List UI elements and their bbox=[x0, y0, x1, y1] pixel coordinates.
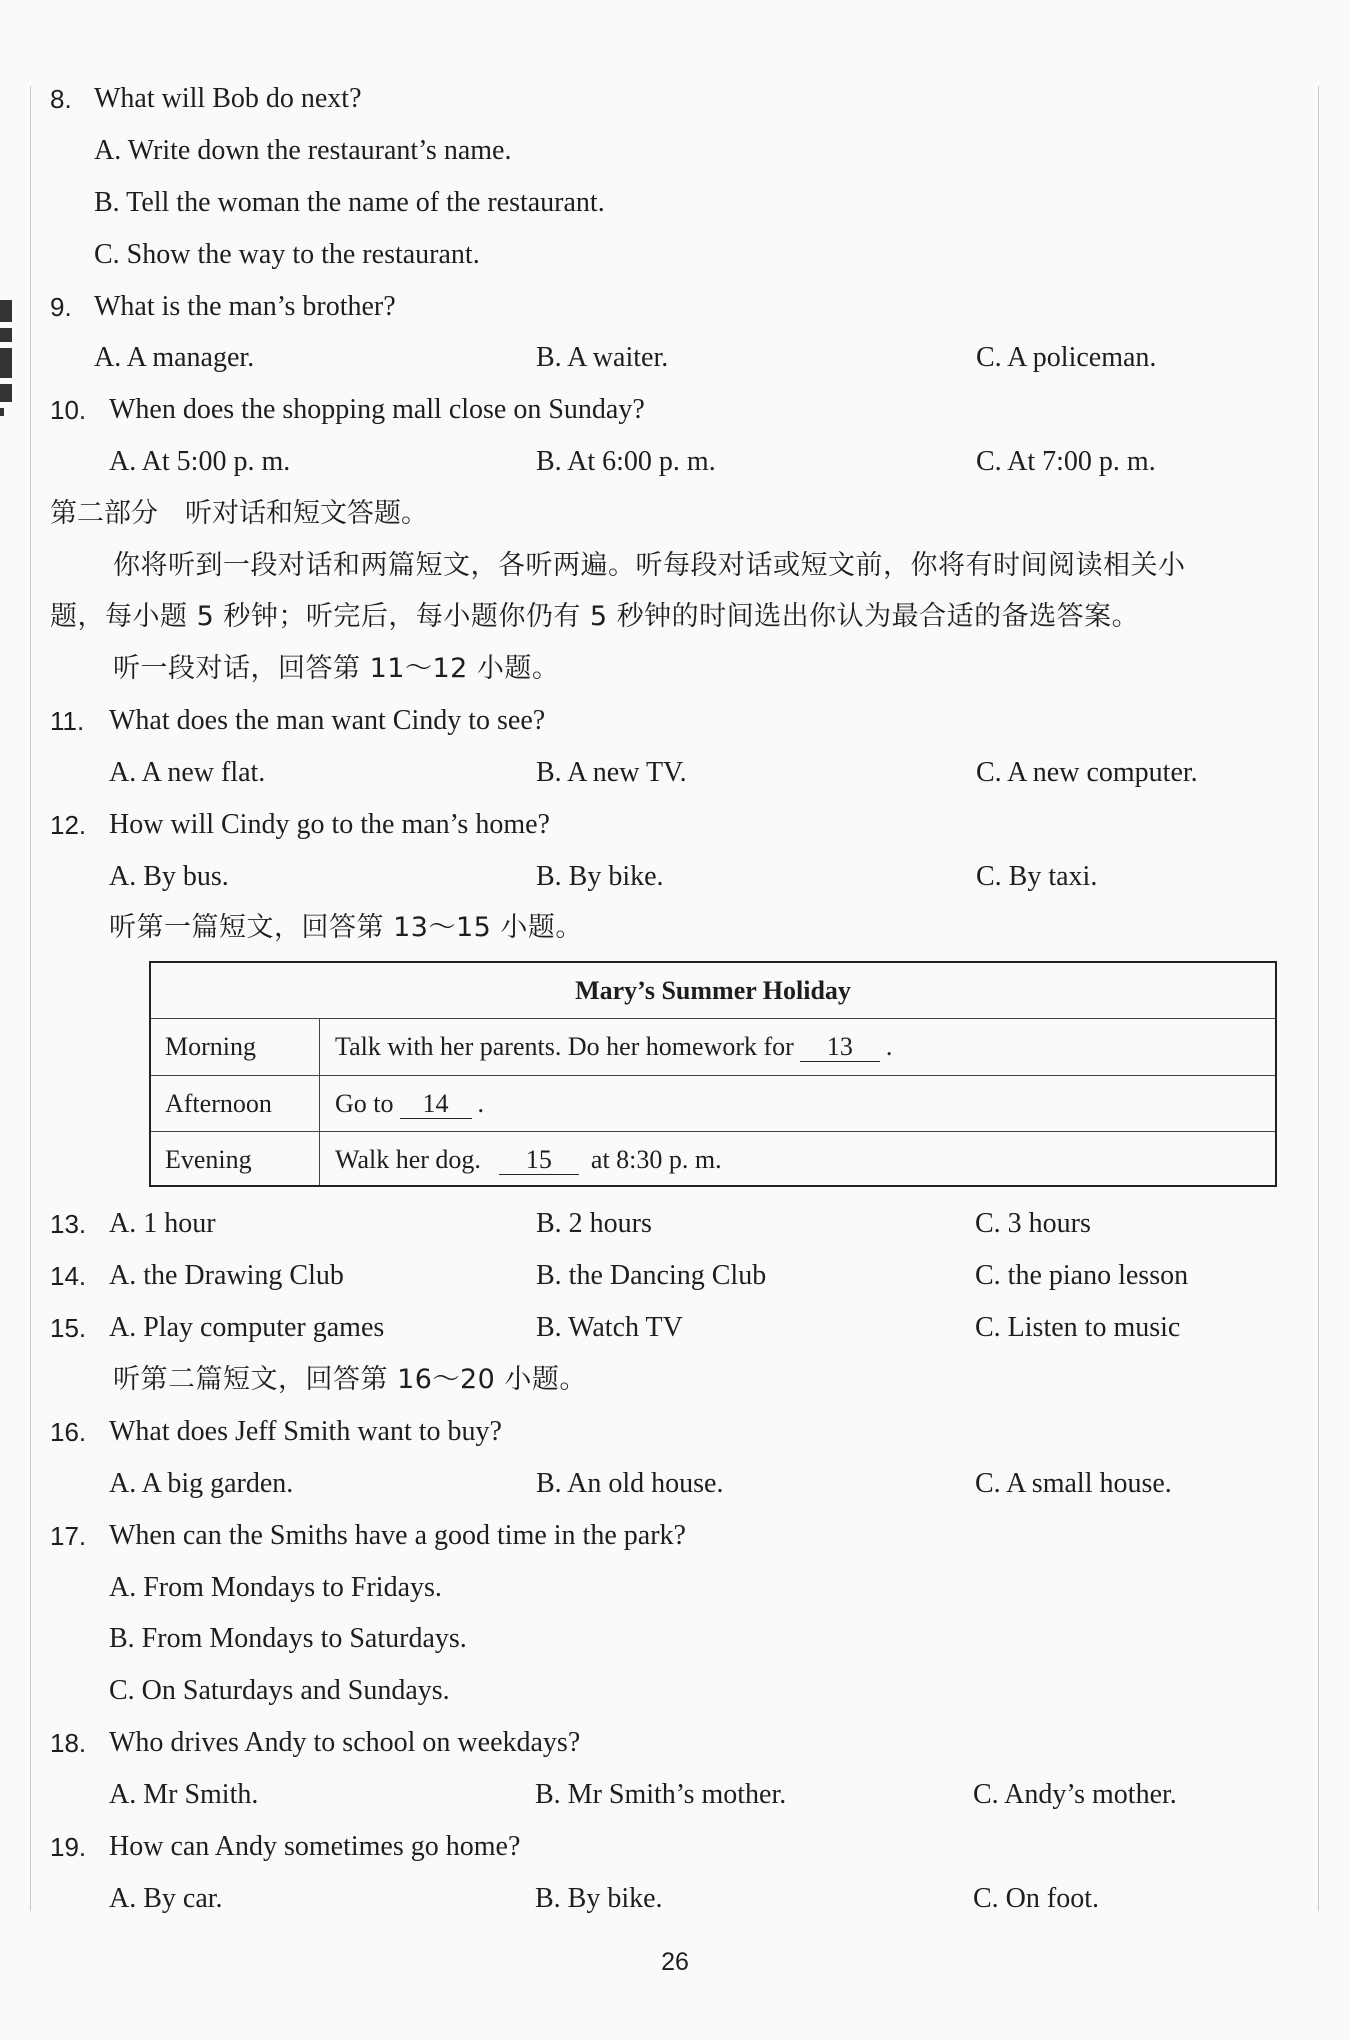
option-a: A. 1 hour bbox=[109, 1208, 216, 1239]
answer-blank: 13 bbox=[800, 1033, 880, 1062]
question-number: 9. bbox=[50, 292, 72, 322]
option-c: C. 3 hours bbox=[975, 1208, 1091, 1239]
option-b: B. 2 hours bbox=[536, 1208, 652, 1239]
question-number: 13. bbox=[50, 1209, 87, 1239]
answer-blank: 14 bbox=[400, 1090, 472, 1119]
row-label: Morning bbox=[165, 1032, 256, 1061]
option-a: A. the Drawing Club bbox=[109, 1260, 344, 1291]
option-c: C. A policeman. bbox=[976, 342, 1157, 373]
option-b: B. the Dancing Club bbox=[536, 1260, 767, 1291]
dialogue-intro: 听一段对话，回答第 11～12 小题。 bbox=[113, 653, 560, 684]
instruction-line-1: 你将听到一段对话和两篇短文，各听两遍。听每段对话或短文前，你将有时间阅读相关小 bbox=[113, 550, 1186, 581]
row-content: Talk with her parents. Do her homework for 13 . bbox=[335, 1032, 893, 1061]
section-heading: 第二部分 听对话和短文答题。 bbox=[50, 498, 428, 529]
option-b: B. From Mondays to Saturdays. bbox=[109, 1623, 467, 1654]
table-row bbox=[151, 1075, 1275, 1132]
question-text: Who drives Andy to school on weekdays? bbox=[109, 1727, 581, 1758]
option-a: A. From Mondays to Fridays. bbox=[109, 1572, 442, 1603]
option-c: C. On Saturdays and Sundays. bbox=[109, 1675, 450, 1706]
option-a: A. A manager. bbox=[94, 342, 255, 373]
option-b: B. A waiter. bbox=[536, 342, 669, 373]
option-b: B. At 6:00 p. m. bbox=[536, 446, 716, 477]
question-number: 18. bbox=[50, 1728, 87, 1758]
binding-edge-marks bbox=[0, 300, 14, 510]
question-number: 17. bbox=[50, 1521, 87, 1551]
row-label: Afternoon bbox=[165, 1089, 272, 1118]
question-number: 12. bbox=[50, 810, 87, 840]
option-a: A. At 5:00 p. m. bbox=[109, 446, 291, 477]
option-a: A. Play computer games bbox=[109, 1312, 385, 1343]
question-text: When can the Smiths have a good time in the park? bbox=[109, 1520, 686, 1551]
option-a: A. Mr Smith. bbox=[109, 1779, 259, 1810]
question-text: How will Cindy go to the man’s home? bbox=[109, 809, 550, 840]
answer-blank: 15 bbox=[499, 1146, 579, 1175]
left-margin-line bbox=[30, 86, 31, 1911]
option-c: C. At 7:00 p. m. bbox=[976, 446, 1156, 477]
option-c: C. the piano lesson bbox=[975, 1260, 1189, 1291]
row-label: Evening bbox=[165, 1145, 252, 1174]
instruction-line-2: 题，每小题 5 秒钟；听完后，每小题你仍有 5 秒钟的时间选出你认为最合适的备选答案。 bbox=[50, 601, 1140, 632]
option-a: A. Write down the restaurant’s name. bbox=[94, 135, 512, 166]
option-b: B. By bike. bbox=[535, 1883, 663, 1914]
question-number: 15. bbox=[50, 1313, 87, 1343]
question-text: What does Jeff Smith want to buy? bbox=[109, 1416, 502, 1447]
question-number: 19. bbox=[50, 1832, 87, 1862]
row-content: Go to 14 . bbox=[335, 1089, 484, 1118]
passage2-intro: 听第二篇短文，回答第 16～20 小题。 bbox=[113, 1364, 587, 1395]
question-number: 10. bbox=[50, 395, 87, 425]
option-a: A. By bus. bbox=[109, 861, 229, 892]
table-title: Mary’s Summer Holiday bbox=[575, 976, 851, 1005]
option-a: A. By car. bbox=[109, 1883, 223, 1914]
question-number: 11. bbox=[50, 706, 85, 736]
option-b: B. Watch TV bbox=[536, 1312, 683, 1343]
question-number: 8. bbox=[50, 84, 72, 114]
option-b: B. Tell the woman the name of the restaurant. bbox=[94, 187, 605, 218]
option-c: C. A new computer. bbox=[976, 757, 1198, 788]
option-c: C. Show the way to the restaurant. bbox=[94, 239, 480, 270]
table-row bbox=[151, 1018, 1275, 1076]
option-a: A. A new flat. bbox=[109, 757, 266, 788]
passage1-intro: 听第一篇短文，回答第 13～15 小题。 bbox=[109, 912, 583, 943]
question-text: What will Bob do next? bbox=[94, 83, 362, 114]
row-content: Walk her dog. 15 at 8:30 p. m. bbox=[335, 1145, 722, 1174]
option-a: A. A big garden. bbox=[109, 1468, 294, 1499]
question-text: What does the man want Cindy to see? bbox=[109, 705, 546, 736]
option-b: B. By bike. bbox=[536, 861, 664, 892]
right-margin-line bbox=[1318, 86, 1319, 1911]
summer-holiday-table bbox=[149, 961, 1277, 1187]
question-number: 16. bbox=[50, 1417, 87, 1447]
page-number: 26 bbox=[661, 1948, 689, 1976]
question-text: When does the shopping mall close on Sunday? bbox=[109, 394, 645, 425]
question-text: What is the man’s brother? bbox=[94, 291, 396, 322]
option-c: C. Andy’s mother. bbox=[973, 1779, 1177, 1810]
option-c: C. On foot. bbox=[973, 1883, 1099, 1914]
option-c: C. A small house. bbox=[975, 1468, 1172, 1499]
question-text: How can Andy sometimes go home? bbox=[109, 1831, 521, 1862]
option-c: C. Listen to music bbox=[975, 1312, 1181, 1343]
option-b: B. An old house. bbox=[536, 1468, 724, 1499]
option-b: B. A new TV. bbox=[536, 757, 687, 788]
option-c: C. By taxi. bbox=[976, 861, 1098, 892]
question-number: 14. bbox=[50, 1261, 87, 1291]
table-row bbox=[151, 1131, 1275, 1188]
option-b: B. Mr Smith’s mother. bbox=[535, 1779, 787, 1810]
